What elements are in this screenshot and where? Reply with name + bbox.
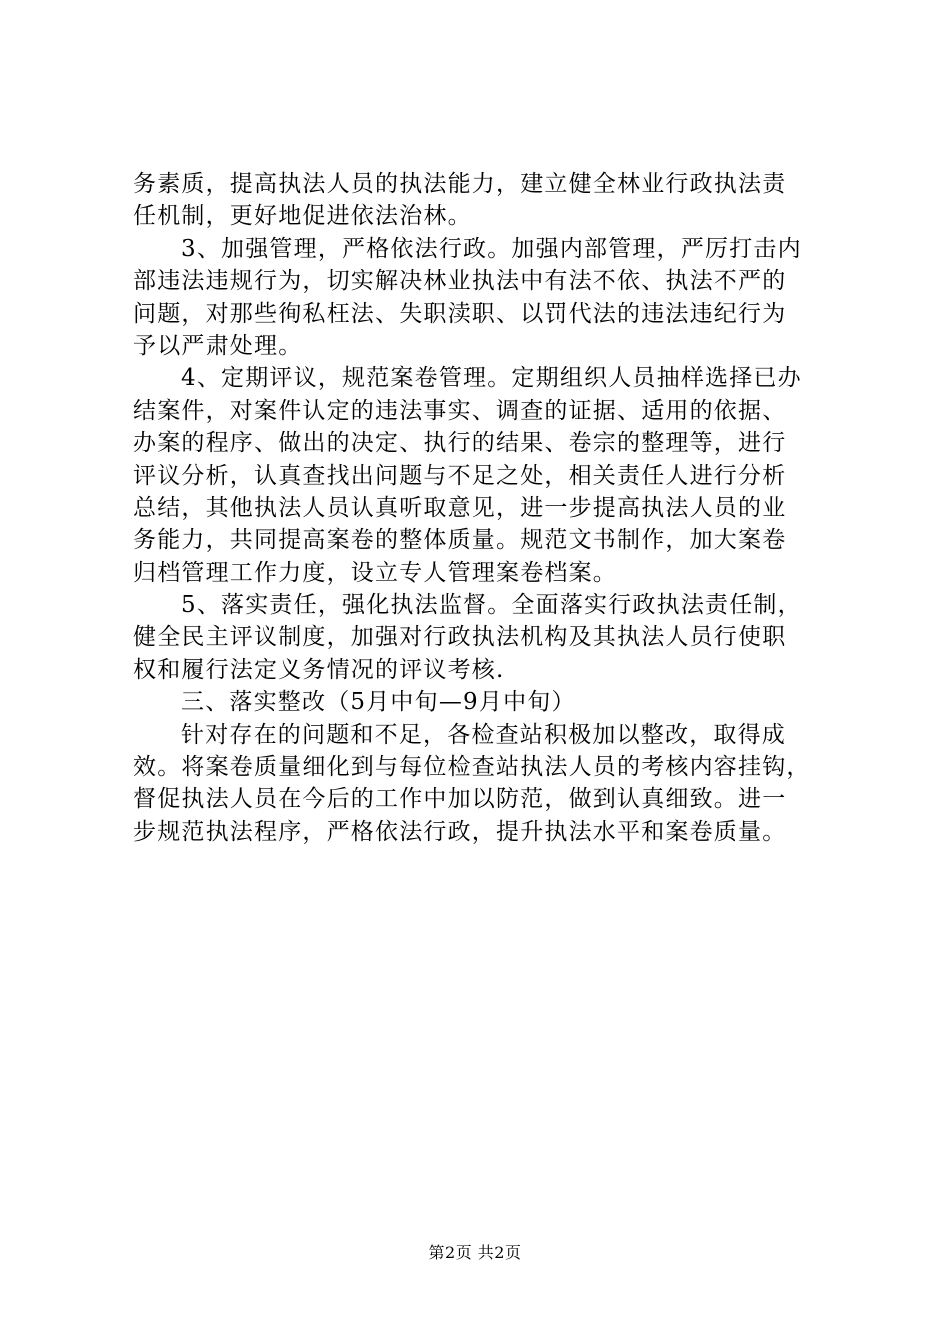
text-line: 效。将案卷质量细化到与每位检查站执法人员的考核内容挂钩， xyxy=(133,754,811,781)
text-line: 办案的程序、做出的决定、执行的结果、卷宗的整理等，进行 xyxy=(133,430,787,457)
text-line: 部违法违规行为，切实解决林业执法中有法不依、执法不严的 xyxy=(133,268,787,295)
text-line: 结案件，对案件认定的违法事实、调查的证据、适用的依据、 xyxy=(133,397,787,424)
text-line: 归档管理工作力度，设立专人管理案卷档案。 xyxy=(133,559,617,586)
text-line: 总结，其他执法人员认真听取意见，进一步提高执法人员的业 xyxy=(133,494,787,521)
text-line: 针对存在的问题和不足，各检查站积极加以整改，取得成 xyxy=(181,721,786,748)
text-line: 务素质，提高执法人员的执法能力，建立健全林业行政执法责 xyxy=(133,171,787,197)
text-line: 健全民主评议制度，加强对行政执法机构及其执法人员行使职 xyxy=(133,624,787,651)
text-line: 权和履行法定义务情况的评议考核. xyxy=(133,656,505,683)
page-footer: 第2页 共2页 xyxy=(428,1243,522,1262)
text-line: 5、落实责任，强化执法监督。全面落实行政执法责任制， xyxy=(181,592,802,619)
document-body xyxy=(133,168,829,848)
text-line: 3、加强管理，严格依法行政。加强内部管理，严厉打击内 xyxy=(181,235,802,262)
text-line: 步规范执法程序，严格依法行政，提升执法水平和案卷质量。 xyxy=(133,818,787,845)
text-line: 务能力，共同提高案卷的整体质量。规范文书制作，加大案卷 xyxy=(133,527,787,554)
text-line: 4、定期评议，规范案卷管理。定期组织人员抽样选择已办 xyxy=(181,365,802,392)
text-line: 评议分析，认真查找出问题与不足之处，相关责任人进行分析 xyxy=(133,462,787,489)
text-line: 予以严肃处理。 xyxy=(133,332,303,359)
text-line: 督促执法人员在今后的工作中加以防范，做到认真细致。进一 xyxy=(133,786,787,813)
text-line: 问题，对那些徇私枉法、失职渎职、以罚代法的违法违纪行为 xyxy=(133,300,787,327)
text-line: 任机制，更好地促进依法治林。 xyxy=(133,203,472,230)
text-line: 三、落实整改（5月中旬—9月中旬） xyxy=(181,689,576,716)
